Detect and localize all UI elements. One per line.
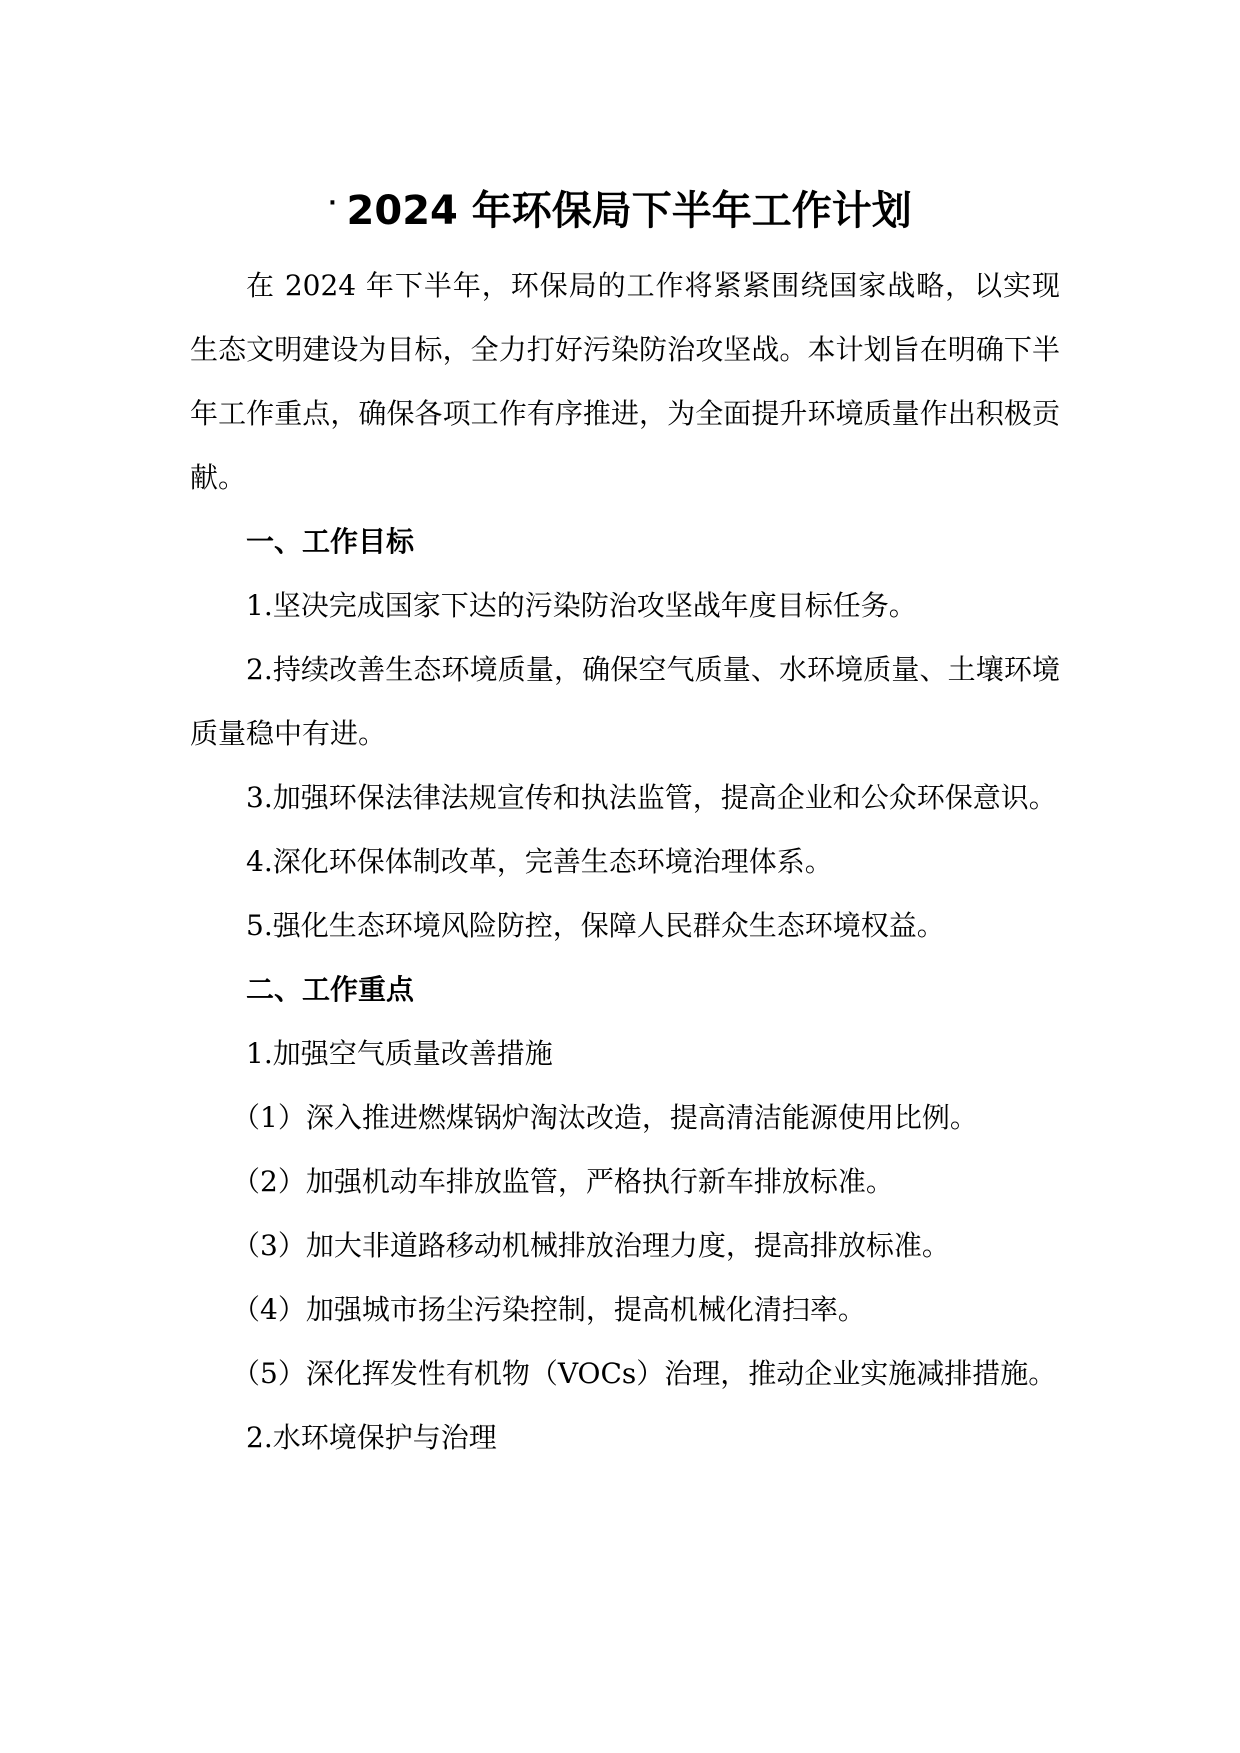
priority-subitem-1: （1）深入推进燃煤锅炉淘汰改造，提高清洁能源使用比例。	[232, 1101, 978, 1134]
document-title	[0, 174, 1240, 241]
priority-subitem-3: （3）加大非道路移动机械排放治理力度，提高排放标准。	[232, 1229, 950, 1262]
goal-item-4: 4.深化环保体制改革，完善生态环境治理体系。	[246, 845, 833, 878]
section-heading-goals: 一、工作目标	[246, 525, 415, 558]
priority-subitem-2: （2）加强机动车排放监管，严格执行新车排放标准。	[232, 1165, 894, 1198]
priority-subitem-5: （5）深化挥发性有机物（VOCs）治理，推动企业实施减排措施。	[232, 1357, 1057, 1390]
document-body	[190, 254, 1060, 1470]
title-mark: ·	[328, 191, 337, 216]
goal-item-1: 1.坚决完成国家下达的污染防治攻坚战年度目标任务。	[246, 589, 917, 622]
priority-item-2: 2.水环境保护与治理	[246, 1421, 497, 1454]
section-heading-priorities: 二、工作重点	[246, 973, 415, 1006]
goal-item-5: 5.强化生态环境风险防控，保障人民群众生态环境权益。	[246, 909, 945, 942]
intro-paragraph: 在 2024 年下半年，环保局的工作将紧紧围绕国家战略，以实现生态文明建设为目标，全力打好污染防治攻坚战。本计划旨在明确下半年工作重点，确保各项工作有序推进，为全面提升环境质量作出积极贡献。	[190, 269, 1060, 494]
priority-item-1: 1.加强空气质量改善措施	[246, 1037, 553, 1070]
priority-subitem-4: （4）加强城市扬尘污染控制，提高机械化清扫率。	[232, 1293, 866, 1326]
goal-item-2: 2.持续改善生态环境质量，确保空气质量、水环境质量、土壤环境质量稳中有进。	[190, 653, 1060, 750]
goal-item-3: 3.加强环保法律法规宣传和执法监管，提高企业和公众环保意识。	[246, 781, 1057, 814]
title-text: 2024 年环保局下半年工作计划	[346, 188, 912, 234]
